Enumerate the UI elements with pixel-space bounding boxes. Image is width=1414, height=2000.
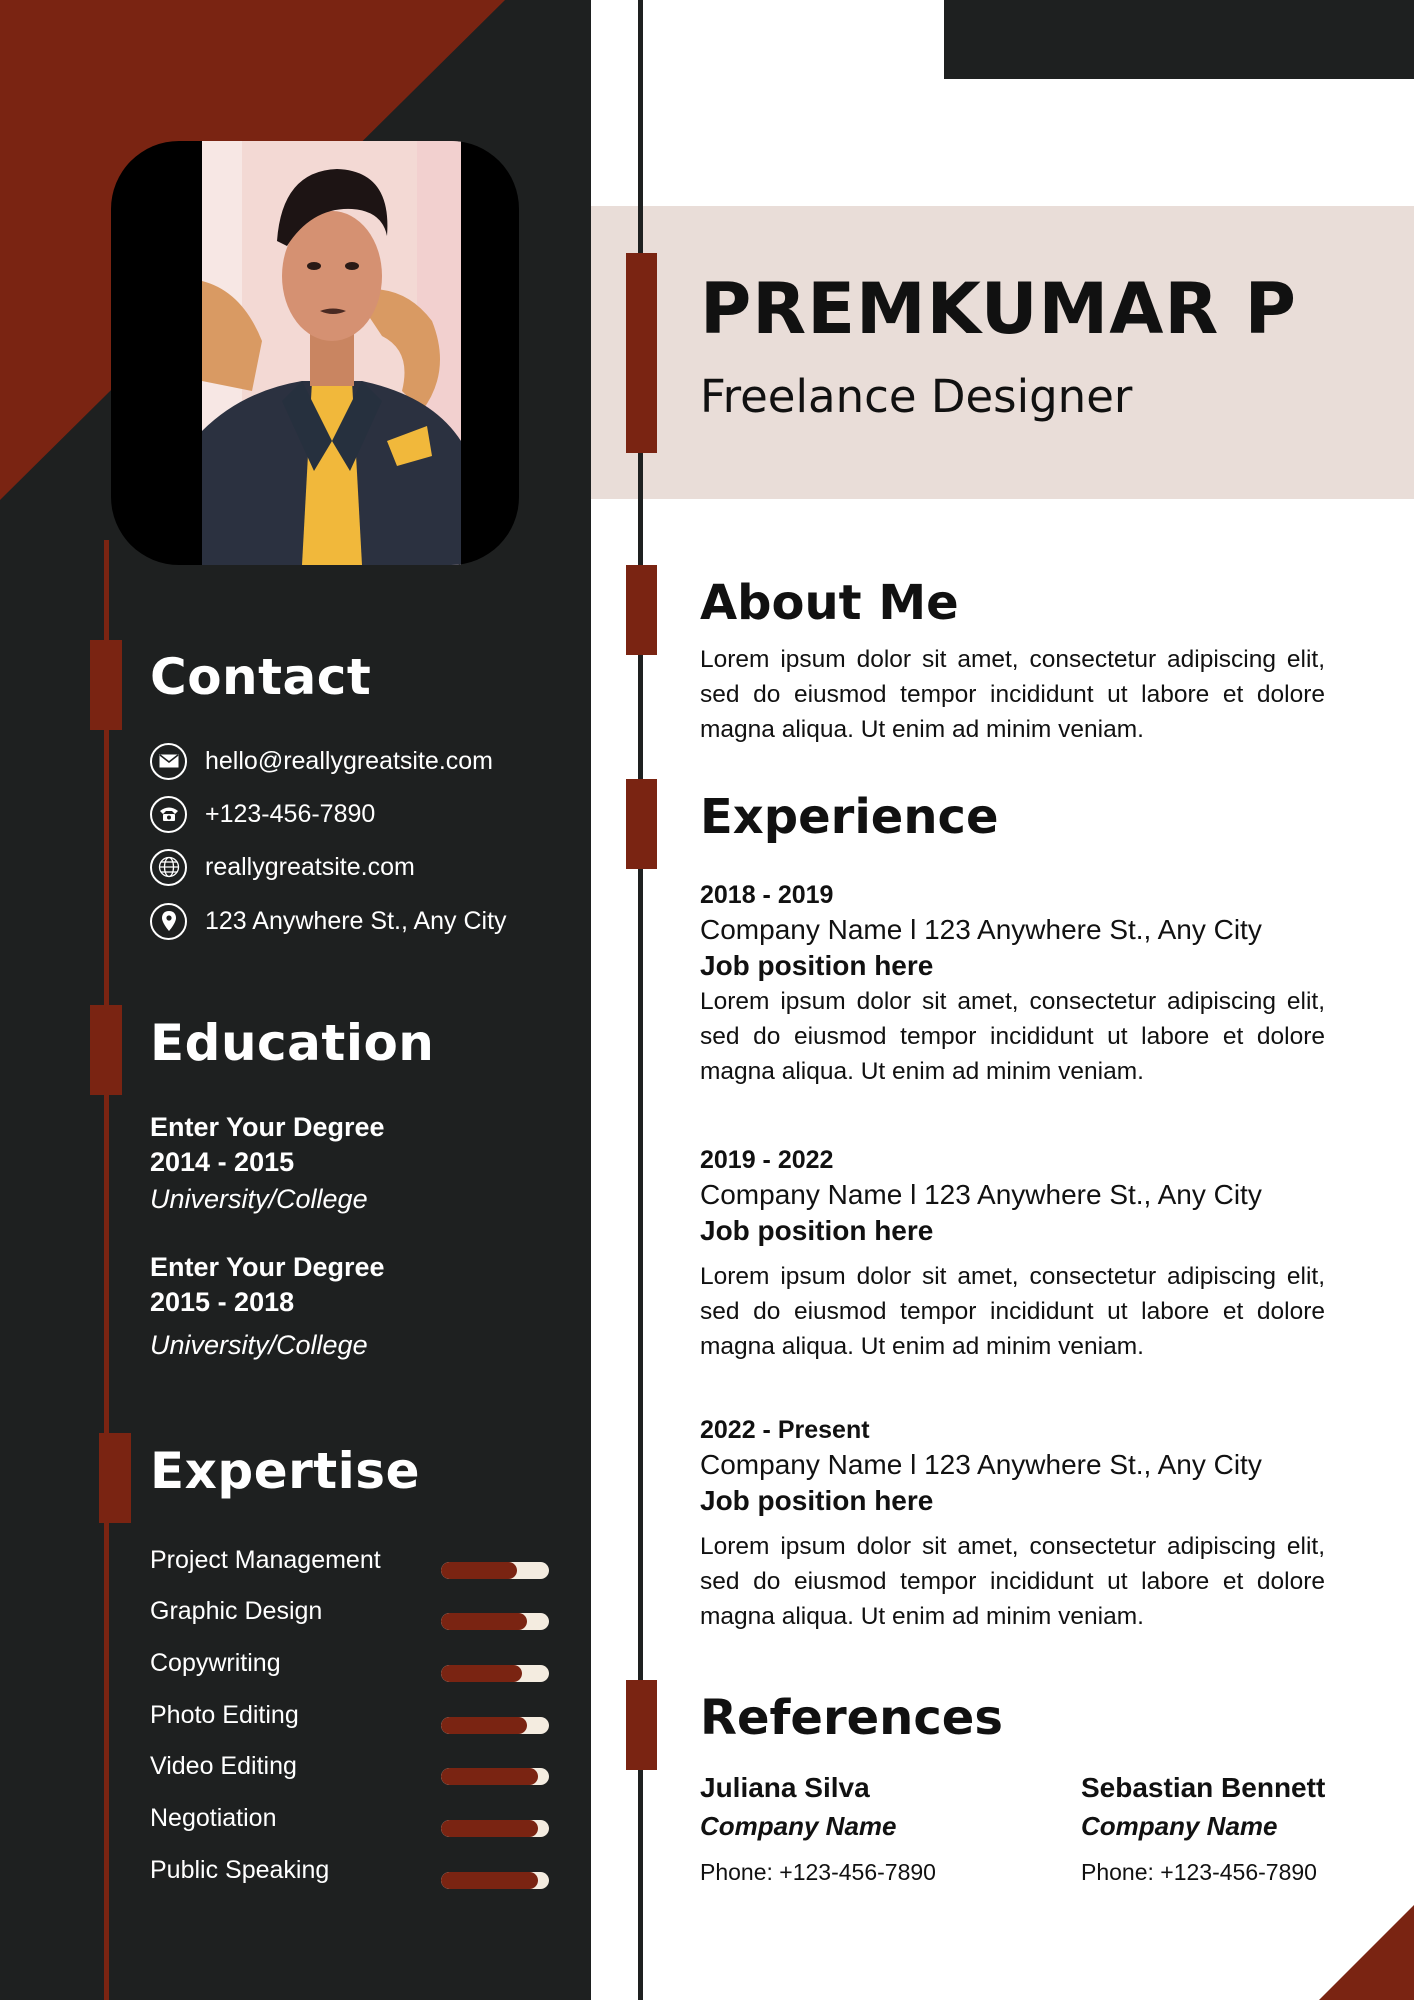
- reference-company: Company Name: [700, 1811, 897, 1841]
- skill-name: Photo Editing: [150, 1701, 299, 1729]
- section-marker: [626, 1680, 657, 1770]
- experience-position: Job position here: [700, 1215, 934, 1246]
- section-marker: [99, 1433, 131, 1523]
- experience-company: Company Name l 123 Anywhere St., Any City: [700, 914, 1262, 945]
- about-heading: About Me: [700, 575, 959, 631]
- experience-description: Lorem ipsum dolor sit amet, consectetur adipiscing elit, sed do eiusmod tempor incididunt ut labore et dolore magna aliqua. Ut enim ad minim veniam.: [700, 1263, 1325, 1360]
- phone-icon: [150, 796, 187, 833]
- degree: Enter Your Degree: [150, 1252, 385, 1282]
- references-heading: References: [700, 1690, 1003, 1746]
- education-entry: [150, 1110, 385, 1217]
- skill-bar: [441, 1665, 549, 1682]
- skill-bar-fill: [441, 1665, 522, 1682]
- reference-entry: [1081, 1770, 1325, 1888]
- candidate-name: PREMKUMAR P: [700, 268, 1297, 350]
- reference-company: Company Name: [1081, 1811, 1278, 1841]
- sidebar: [0, 0, 591, 2000]
- experience-years: 2022 - Present: [700, 1416, 870, 1444]
- skill-item: [150, 1752, 550, 1792]
- skill-bar: [441, 1562, 549, 1579]
- experience-description: Lorem ipsum dolor sit amet, consectetur adipiscing elit, sed do eiusmod tempor incididunt ut labore et dolore magna aliqua. Ut enim ad minim veniam.: [700, 1533, 1325, 1630]
- skill-name: Public Speaking: [150, 1856, 330, 1884]
- experience-position: Job position here: [700, 950, 934, 981]
- skill-name: Copywriting: [150, 1649, 281, 1677]
- skill-item: [150, 1597, 550, 1637]
- experience-years: 2018 - 2019: [700, 881, 834, 909]
- skill-bar: [441, 1768, 549, 1785]
- contact-email[interactable]: [150, 742, 493, 780]
- name-band: [591, 206, 1414, 499]
- skill-bar-fill: [441, 1613, 527, 1630]
- degree: Enter Your Degree: [150, 1112, 385, 1142]
- skill-bar-fill: [441, 1717, 527, 1734]
- sidebar-accent-line: [104, 540, 109, 2000]
- skill-name: Graphic Design: [150, 1597, 323, 1625]
- skill-bar: [441, 1717, 549, 1734]
- reference-name: Juliana Silva: [700, 1772, 870, 1803]
- corner-decoration: [1319, 1905, 1414, 2000]
- top-decorative-bar: [944, 0, 1414, 79]
- section-marker: [626, 565, 657, 655]
- contact-website-text: reallygreatsite.com: [205, 852, 415, 881]
- experience-heading: Experience: [700, 789, 999, 845]
- about-text: Lorem ipsum dolor sit amet, consectetur adipiscing elit, sed do eiusmod tempor incididunt ut labore et dolore magna aliqua. Ut enim ad minim veniam.: [700, 646, 1325, 743]
- reference-name: Sebastian Bennett: [1081, 1772, 1326, 1803]
- section-marker: [90, 640, 122, 730]
- education-years: 2015 - 2018: [150, 1287, 295, 1317]
- candidate-title: Freelance Designer: [700, 370, 1133, 423]
- section-marker: [626, 253, 657, 453]
- skill-bar-fill: [441, 1872, 538, 1889]
- contact-address-text: 123 Anywhere St., Any City: [205, 906, 507, 935]
- experience-years: 2019 - 2022: [700, 1146, 834, 1174]
- experience-company: Company Name l 123 Anywhere St., Any City: [700, 1449, 1262, 1480]
- contact-address[interactable]: [150, 902, 507, 940]
- section-marker: [90, 1005, 122, 1095]
- skill-name: Negotiation: [150, 1804, 277, 1832]
- reference-phone: Phone: +123-456-7890: [700, 1859, 936, 1885]
- school: University/College: [150, 1330, 368, 1360]
- skill-item: [150, 1856, 550, 1896]
- location-pin-icon: [150, 903, 187, 940]
- education-years: 2014 - 2015: [150, 1147, 295, 1177]
- skill-item: [150, 1701, 550, 1741]
- contact-heading: Contact: [150, 648, 372, 706]
- email-icon: [150, 743, 187, 780]
- reference-entry: [700, 1770, 936, 1888]
- skill-bar: [441, 1820, 549, 1837]
- profile-photo: [202, 141, 461, 565]
- expertise-heading: Expertise: [150, 1442, 420, 1500]
- contact-phone-text: +123-456-7890: [205, 799, 376, 828]
- skill-bar: [441, 1613, 549, 1630]
- skill-item: [150, 1649, 550, 1689]
- experience-position: Job position here: [700, 1485, 934, 1516]
- skill-name: Project Management: [150, 1546, 381, 1574]
- contact-email-text: hello@reallygreatsite.com: [205, 746, 494, 775]
- skill-name: Video Editing: [150, 1752, 297, 1780]
- profile-photo-frame: [111, 141, 519, 565]
- education-entry: [150, 1250, 385, 1363]
- contact-phone[interactable]: [150, 795, 375, 833]
- section-marker: [626, 779, 657, 869]
- reference-phone: Phone: +123-456-7890: [1081, 1859, 1317, 1885]
- skill-bar-fill: [441, 1562, 517, 1579]
- globe-icon: [150, 849, 187, 886]
- skill-item: [150, 1804, 550, 1844]
- skill-bar-fill: [441, 1768, 538, 1785]
- skill-bar: [441, 1872, 549, 1889]
- experience-company: Company Name l 123 Anywhere St., Any City: [700, 1179, 1262, 1210]
- skill-bar-fill: [441, 1820, 538, 1837]
- skill-item: [150, 1546, 550, 1586]
- contact-website[interactable]: [150, 848, 415, 886]
- school: University/College: [150, 1184, 368, 1214]
- experience-description: Lorem ipsum dolor sit amet, consectetur adipiscing elit, sed do eiusmod tempor incididunt ut labore et dolore magna aliqua. Ut enim ad minim veniam.: [700, 988, 1325, 1085]
- education-heading: Education: [150, 1014, 435, 1072]
